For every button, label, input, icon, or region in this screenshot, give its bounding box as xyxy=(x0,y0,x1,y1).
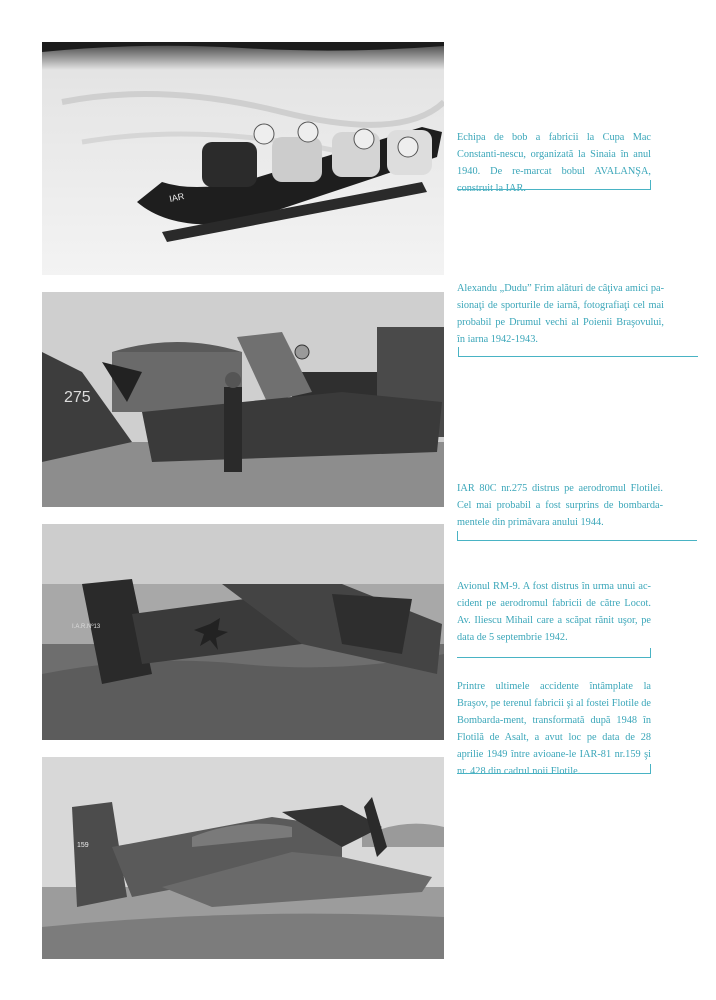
caption-rule-2 xyxy=(458,356,698,357)
caption-iar-81: Printre ultimele accidente întâmplate la Braşov, pe terenul fabricii şi al fostei Flotile de Bombarda-ment, transformată după 1948 în Flotilă de Asalt, a avut loc pe data de 28 aprilie 1949 între avioane-le IAR-81 nr.159 şi nr. 428 din cadrul noii Flotile. xyxy=(457,681,651,777)
photo-iar-81-collision xyxy=(42,757,444,959)
caption-rule-3 xyxy=(457,540,697,541)
photo-rm-9-crash xyxy=(42,524,444,740)
plane-number-159: 159 xyxy=(77,842,89,849)
photo-wrecked-iar-80c xyxy=(42,292,444,507)
caption-rm-9: Avionul RM-9. A fost distrus în urma unui ac-cident pe aerodromul fabricii de către Locot. Av. Iliescu Mihail care a scăpat rănit uşor, pe data de 5 septembrie 1942. xyxy=(457,581,651,643)
caption-rule-5 xyxy=(457,773,650,774)
caption-tick-5 xyxy=(650,764,651,774)
caption-iar-80c: IAR 80C nr.275 distrus pe aerodromul Flotilei. Cel mai probabil a fost surprins de bombarda-mentele din primăvara anului 1944. xyxy=(457,483,663,528)
caption-tick-2 xyxy=(458,347,459,357)
plane-code-rm9: I.A.R.Nº13 xyxy=(72,624,101,630)
caption-rule-1 xyxy=(457,189,650,190)
caption-tick-3 xyxy=(457,531,458,541)
plane-number-275: 275 xyxy=(64,389,91,406)
bobsled-name-text: IAR xyxy=(168,191,186,204)
caption-rule-4 xyxy=(457,657,650,658)
caption-tick-4 xyxy=(650,648,651,658)
caption-dudu-frim: Alexandu „Dudu” Frim alături de câţiva amici pa-sionaţi de sporturile de iarnă, fotografiaţi cel mai probabil pe Drumul vechi al Poienii Braşovului, în iarna 1942-1943. xyxy=(457,283,664,345)
caption-tick-1 xyxy=(650,180,651,190)
photo-bobsled-team xyxy=(42,42,444,275)
caption-bobsled: Echipa de bob a fabricii la Cupa Mac Constanti-nescu, organizată la Sinaia în anul 1940. De re-marcat bobul AVALANŞA, construit la IAR. xyxy=(457,132,651,194)
